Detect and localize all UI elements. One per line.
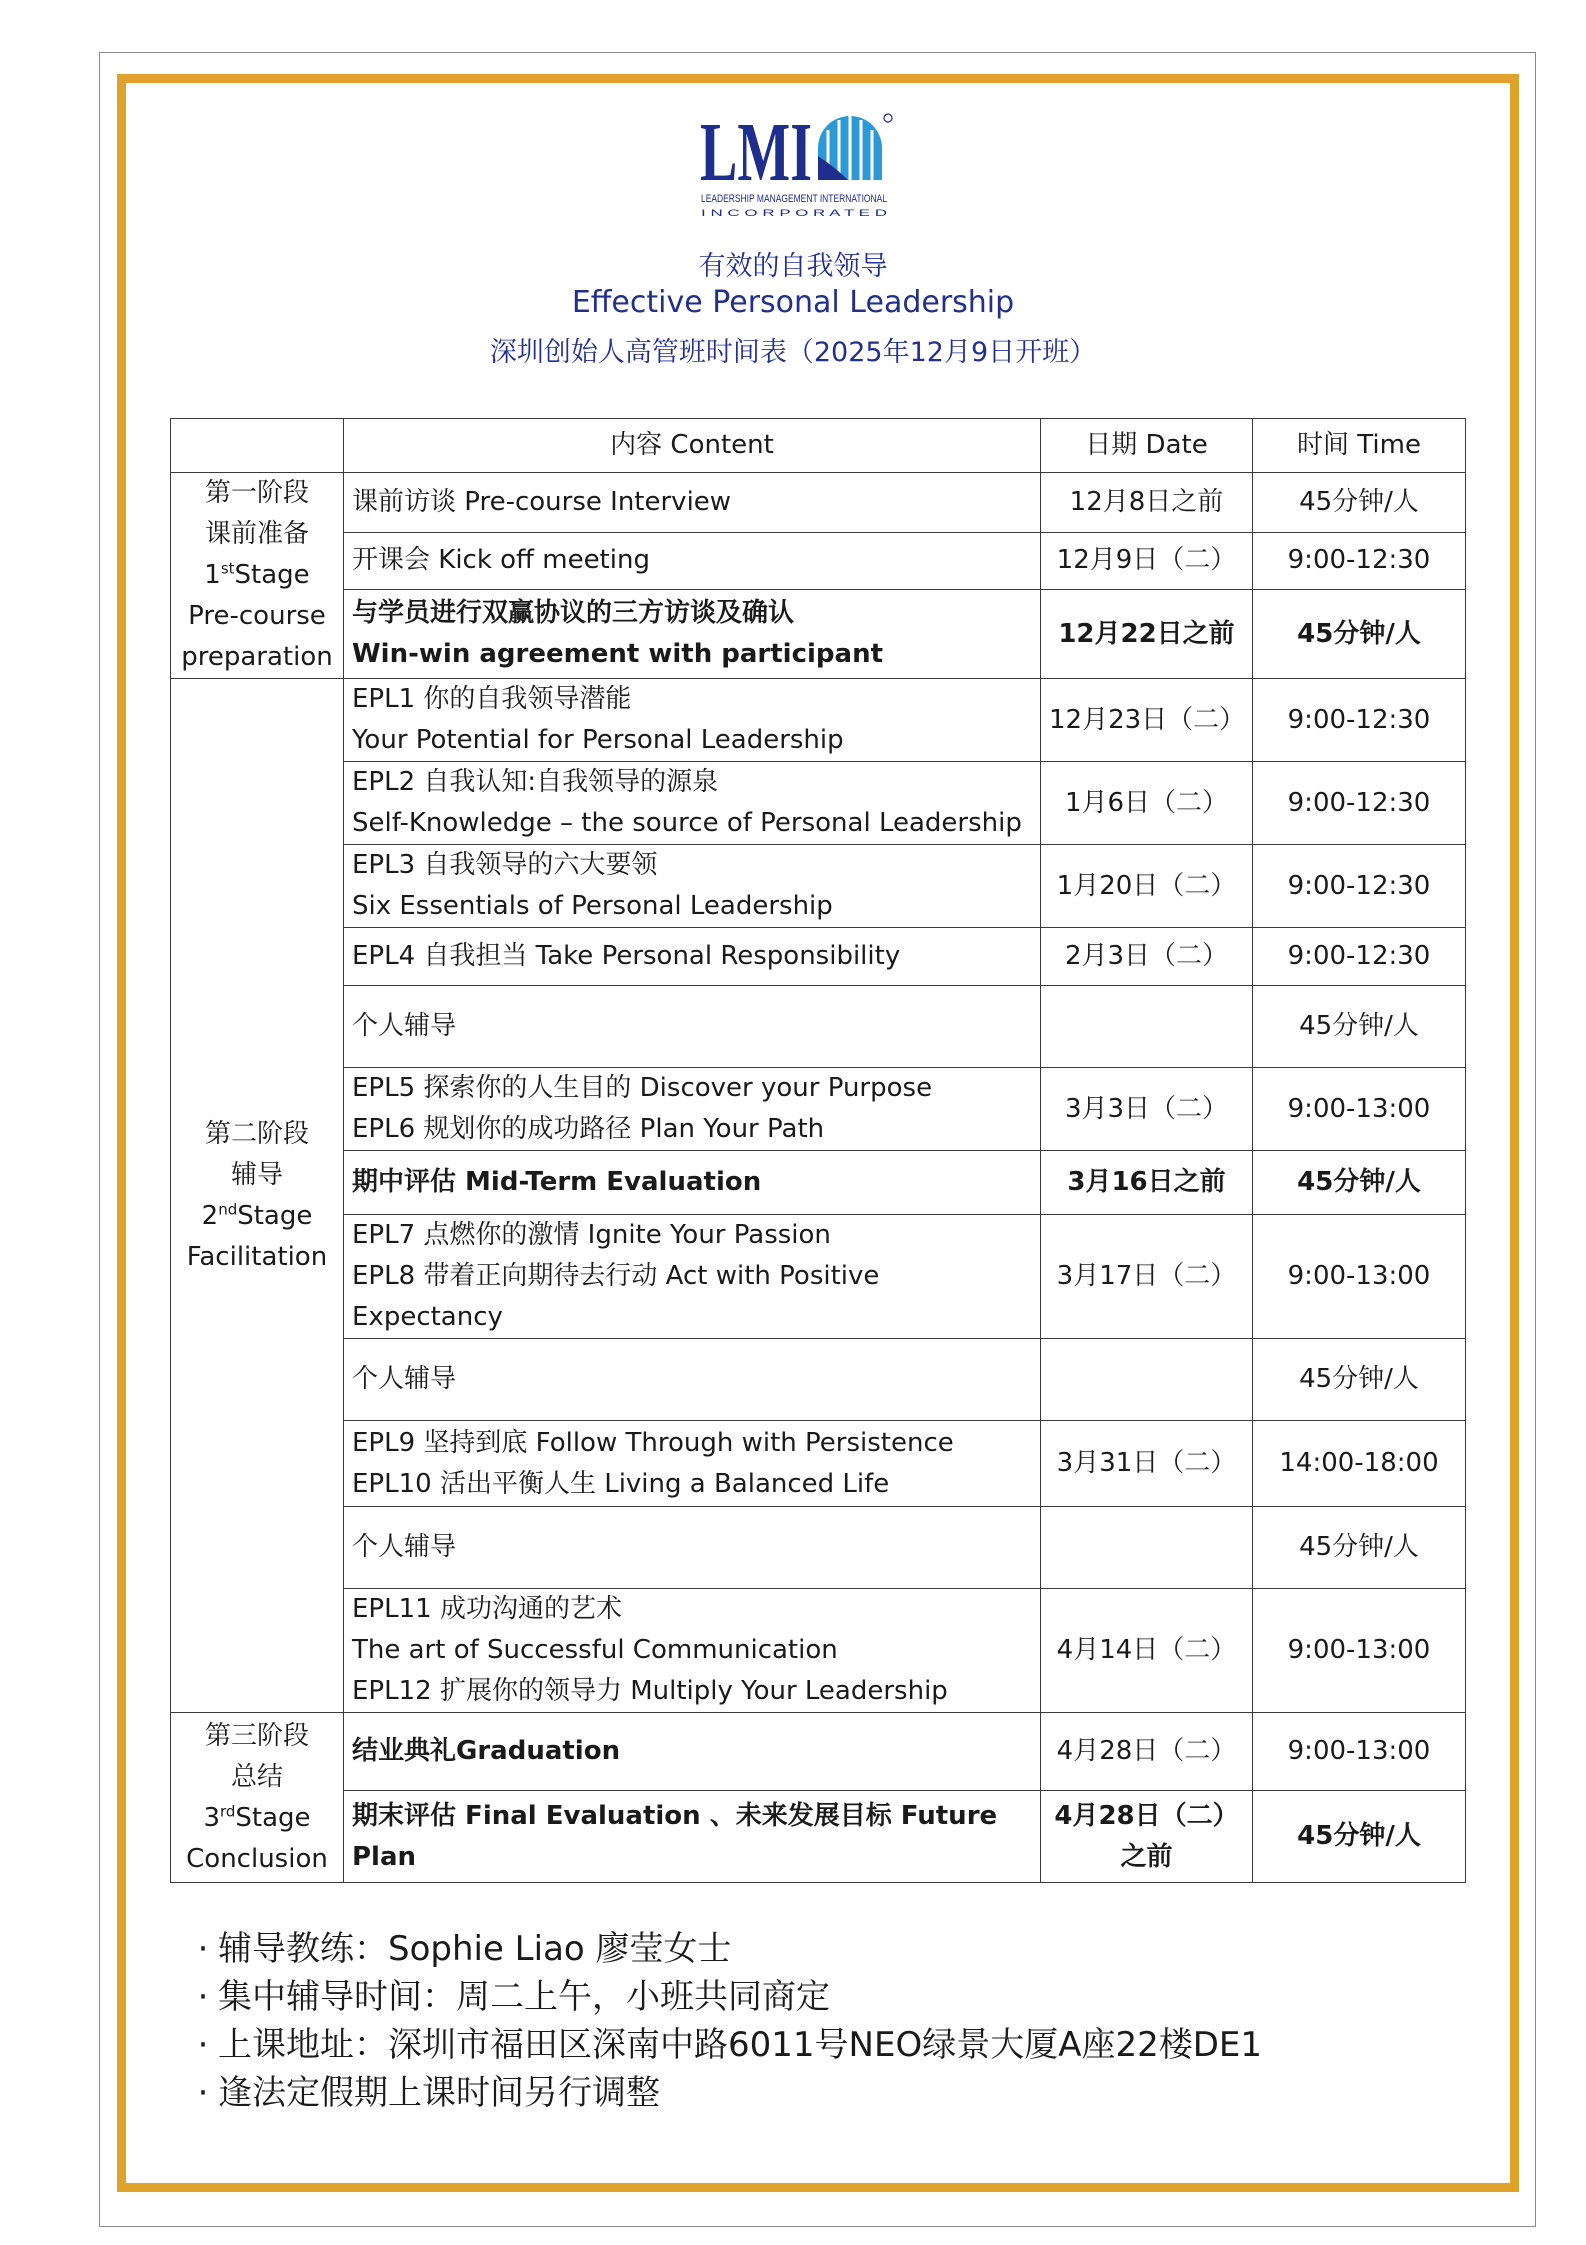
schedule-subtitle: 深圳创始人高管班时间表（2025年12月9日开班） — [489, 337, 1097, 368]
header-content: 内容 Content — [344, 419, 1041, 473]
content-cell: 结业典礼Graduation — [344, 1713, 1041, 1791]
content-cell: EPL7 点燃你的激情 Ignite Your Passion EPL8 带着正向期待去行动 Act with Positive Expectancy — [344, 1215, 1041, 1339]
content-cell: EPL5 探索你的人生目的 Discover your Purpose EPL6 规划你的成功路径 Plan Your Path — [344, 1068, 1041, 1151]
date-cell — [1041, 1339, 1253, 1421]
header-time: 时间 Time — [1253, 419, 1466, 473]
table-row — [171, 762, 1466, 845]
content-cell: 期中评估 Mid-Term Evaluation — [344, 1151, 1041, 1215]
table-row — [171, 532, 1466, 590]
date-cell: 2月3日（二） — [1041, 928, 1253, 986]
time-cell: 9:00-12:30 — [1253, 928, 1466, 986]
time-cell: 45分钟/人 — [1253, 986, 1466, 1068]
date-cell: 3月3日（二） — [1041, 1068, 1253, 1151]
date-cell: 4月14日（二） — [1041, 1589, 1253, 1713]
date-cell: 12月8日之前 — [1041, 473, 1253, 533]
schedule-table — [170, 418, 1466, 1883]
table-row — [171, 1151, 1466, 1215]
content-cell: 开课会 Kick off meeting — [344, 532, 1041, 590]
content-cell: 个人辅导 — [344, 1507, 1041, 1589]
table-header-row — [171, 419, 1466, 473]
table-row — [171, 679, 1466, 762]
table-row — [171, 1507, 1466, 1589]
time-cell: 9:00-12:30 — [1253, 762, 1466, 845]
time-cell: 9:00-13:00 — [1253, 1589, 1466, 1713]
time-cell: 9:00-12:30 — [1253, 679, 1466, 762]
time-cell: 9:00-12:30 — [1253, 532, 1466, 590]
date-cell: 1月6日（二） — [1041, 762, 1253, 845]
table-row — [171, 845, 1466, 928]
date-cell: 12月9日（二） — [1041, 532, 1253, 590]
content-cell: 个人辅导 — [344, 1339, 1041, 1421]
table-row — [171, 1068, 1466, 1151]
content-cell: 期末评估 Final Evaluation 、未来发展目标 Future Plan — [344, 1791, 1041, 1883]
content-cell: 个人辅导 — [344, 986, 1041, 1068]
time-cell: 45分钟/人 — [1253, 1791, 1466, 1883]
header-stage — [171, 419, 344, 473]
time-cell: 45分钟/人 — [1253, 1339, 1466, 1421]
table-row — [171, 1589, 1466, 1713]
content-cell: 与学员进行双赢协议的三方访谈及确认 Win-win agreement with participant — [344, 590, 1041, 679]
list-item: · 逢法定假期上课时间另行调整 — [197, 2073, 660, 2113]
content-cell: EPL4 自我担当 Take Personal Responsibility — [344, 928, 1041, 986]
table-row — [171, 1339, 1466, 1421]
lmi-logo — [700, 108, 900, 228]
date-cell: 4月28日（二） 之前 — [1041, 1791, 1253, 1883]
table-row — [171, 1215, 1466, 1339]
header-date: 日期 Date — [1041, 419, 1253, 473]
date-cell — [1041, 986, 1253, 1068]
list-item: · 集中辅导时间：周二上午，小班共同商定 — [197, 1977, 830, 2017]
content-cell: EPL2 自我认知:自我领导的源泉 Self-Knowledge – the source of Personal Leadership — [344, 762, 1041, 845]
content-cell: EPL11 成功沟通的艺术 The art of Successful Communication EPL12 扩展你的领导力 Multiply Your Leadership — [344, 1589, 1041, 1713]
date-cell: 4月28日（二） — [1041, 1713, 1253, 1791]
date-cell: 3月16日之前 — [1041, 1151, 1253, 1215]
table-row — [171, 986, 1466, 1068]
table-row — [171, 590, 1466, 679]
table-row — [171, 1791, 1466, 1883]
notes-list — [188, 1925, 1262, 2117]
title-chinese: 有效的自我领导 — [698, 251, 888, 282]
logo-sub: I N C O R P O R A T E D — [701, 208, 888, 218]
time-cell: 14:00-18:00 — [1253, 1421, 1466, 1507]
time-cell: 45分钟/人 — [1253, 590, 1466, 679]
stage-3-cell: 第三阶段 总结 3rdStage Conclusion — [171, 1713, 344, 1883]
table-row — [171, 1421, 1466, 1507]
stage-1-cell: 第一阶段 课前准备 1stStage Pre-course preparation — [171, 473, 344, 679]
content-cell: EPL9 坚持到底 Follow Through with Persistence EPL10 活出平衡人生 Living a Balanced Life — [344, 1421, 1041, 1507]
date-cell: 3月31日（二） — [1041, 1421, 1253, 1507]
list-item: · 辅导教练：Sophie Liao 廖莹女士 — [197, 1929, 732, 1969]
logo-lettering: LMI — [700, 108, 812, 199]
content-cell: 课前访谈 Pre-course Interview — [344, 473, 1041, 533]
logo-tagline: LEADERSHIP MANAGEMENT INTERNATIONAL — [701, 193, 887, 205]
globe-icon — [818, 114, 892, 180]
time-cell: 9:00-13:00 — [1253, 1068, 1466, 1151]
date-cell: 12月22日之前 — [1041, 590, 1253, 679]
table-row — [171, 473, 1466, 533]
time-cell: 9:00-13:00 — [1253, 1215, 1466, 1339]
content-cell: EPL3 自我领导的六大要领 Six Essentials of Personal Leadership — [344, 845, 1041, 928]
time-cell: 9:00-12:30 — [1253, 845, 1466, 928]
date-cell: 1月20日（二） — [1041, 845, 1253, 928]
date-cell: 12月23日（二） — [1041, 679, 1253, 762]
table-row — [171, 1713, 1466, 1791]
stage-2-cell: 第二阶段 辅导 2ndStage Facilitation — [171, 679, 344, 1713]
time-cell: 45分钟/人 — [1253, 473, 1466, 533]
title-english: Effective Personal Leadership — [571, 285, 1015, 320]
date-cell: 3月17日（二） — [1041, 1215, 1253, 1339]
date-cell — [1041, 1507, 1253, 1589]
time-cell: 45分钟/人 — [1253, 1151, 1466, 1215]
table-row — [171, 928, 1466, 986]
time-cell: 9:00-13:00 — [1253, 1713, 1466, 1791]
content-cell: EPL1 你的自我领导潜能 Your Potential for Personal Leadership — [344, 679, 1041, 762]
list-item: · 上课地址：深圳市福田区深南中路6011号NEO绿景大厦A座22楼DE1 — [197, 2025, 1263, 2065]
time-cell: 45分钟/人 — [1253, 1507, 1466, 1589]
